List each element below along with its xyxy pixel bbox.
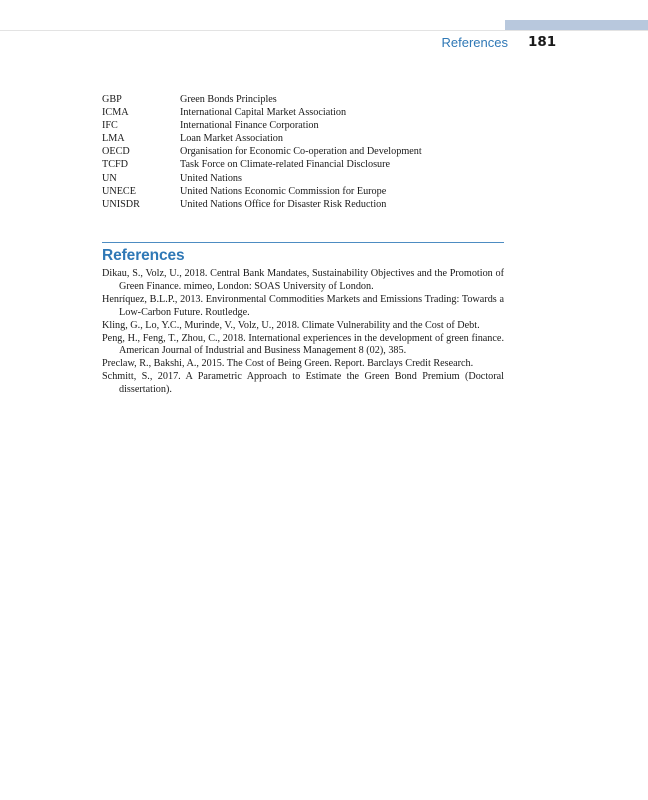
abbreviation-term: OECD (102, 146, 130, 158)
abbreviation-definition: International Capital Market Association (180, 107, 347, 119)
abbreviation-row (102, 93, 502, 106)
abbreviation-row (102, 198, 502, 211)
reference-list (102, 268, 504, 397)
abbreviation-term: UN (102, 172, 117, 184)
abbreviation-definition: Green Bonds Principles (180, 94, 277, 105)
reference-entry: Dikau, S., Volz, U., 2018. Central Bank Mandates, Sustainability Objectives and the Promotion of Green Finance. mimeo, London: SOAS University of London. (102, 268, 504, 292)
reference-entry: Preclaw, R., Bakshi, A., 2015. The Cost of Being Green. Report. Barclays Credit Research. (102, 358, 474, 370)
page-number: 181 (528, 34, 557, 50)
abbreviation-definition: International Finance Corporation (180, 120, 319, 132)
abbreviation-definition: United Nations (180, 172, 242, 184)
reference-entry: Schmitt, S., 2017. A Parametric Approach to Estimate the Green Bond Premium (Doctoral dissertation). (102, 371, 504, 396)
abbreviation-definition: Task Force on Climate-related Financial Disclosure (180, 159, 391, 171)
abbreviation-row (102, 158, 502, 171)
abbreviation-row (102, 106, 502, 119)
abbreviation-term: LMA (102, 133, 125, 145)
abbreviation-term: ICMA (102, 107, 129, 119)
abbreviation-term: GBP (102, 94, 122, 105)
abbreviation-row (102, 185, 502, 198)
abbreviation-row (102, 145, 502, 158)
abbreviation-definition: United Nations Office for Disaster Risk Reduction (180, 198, 387, 210)
references-heading: References (102, 247, 185, 264)
abbreviation-definition: Organisation for Economic Co-operation and Development (180, 146, 422, 158)
reference-entry: Henríquez, B.L.P., 2013. Environmental Commodities Markets and Emissions Trading: Towards a Low-Carbon Future. Routledge. (102, 293, 504, 318)
abbreviation-term: UNECE (102, 185, 136, 197)
abbreviation-term: UNISDR (102, 198, 140, 210)
abbreviation-term: IFC (102, 120, 118, 132)
header-rule (0, 30, 648, 31)
section-divider (102, 242, 504, 243)
abbreviation-row (102, 172, 502, 185)
abbreviation-list (102, 93, 502, 211)
abbreviation-row (102, 132, 502, 145)
reference-entry: Peng, H., Feng, T., Zhou, C., 2018. International experiences in the development of green finance. American Journal of Industrial and Business Management 8 (02), 385. (102, 332, 504, 357)
abbreviation-row (102, 119, 502, 132)
running-head: References (441, 35, 508, 50)
abbreviation-definition: Loan Market Association (180, 133, 283, 145)
reference-entry: Kling, G., Lo, Y.C., Murinde, V., Volz, U., 2018. Climate Vulnerability and the Cost of Debt. (102, 319, 480, 331)
abbreviation-term: TCFD (102, 159, 129, 171)
abbreviation-definition: United Nations Economic Commission for Europe (180, 185, 387, 197)
